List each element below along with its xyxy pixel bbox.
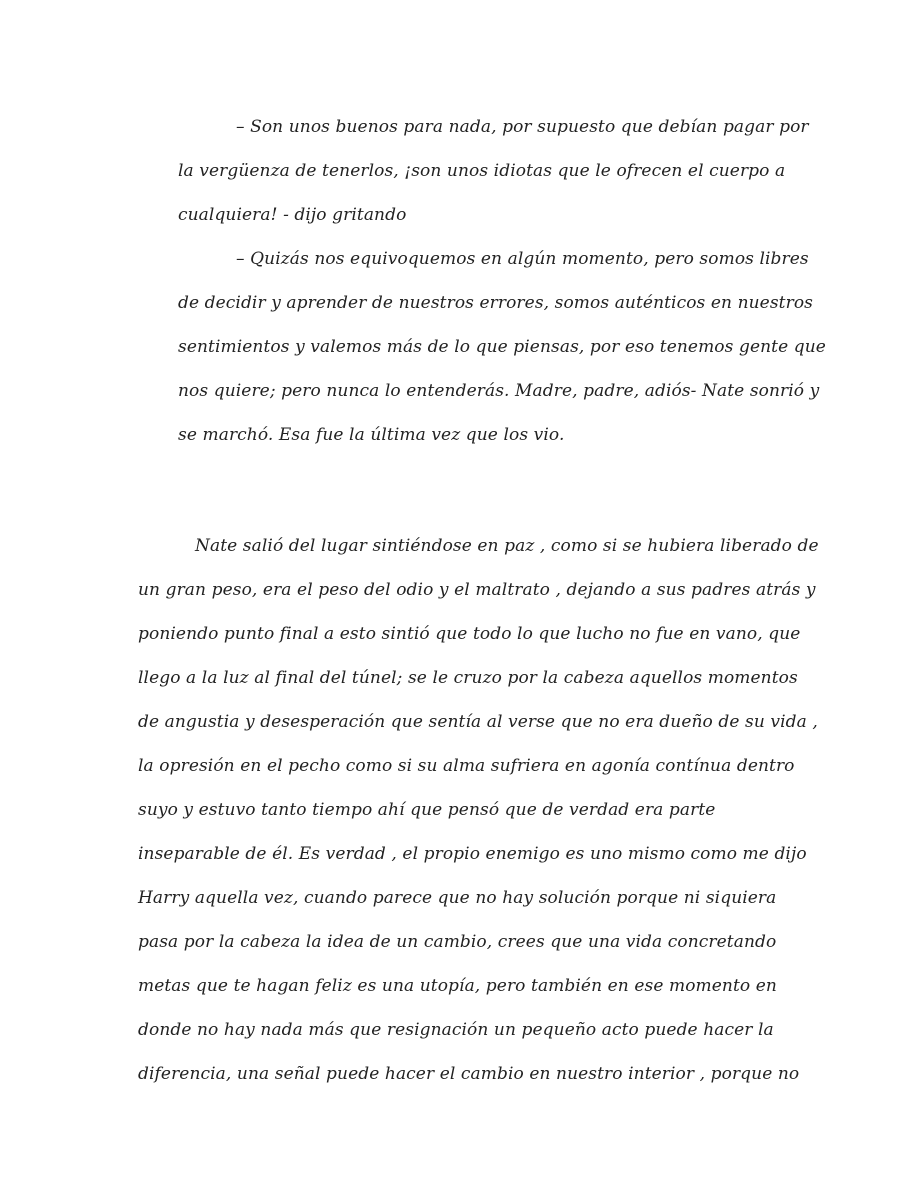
text-line: inseparable de él. Es verdad , el propio enemigo es uno mismo como me dijo <box>138 844 807 864</box>
text-line: se marchó. Esa fue la última vez que los vio. <box>178 425 565 445</box>
text-line: Harry aquella vez, cuando parece que no hay solución porque ni siquiera <box>138 888 777 908</box>
text-line: donde no hay nada más que resignación un pequeño acto puede hacer la <box>138 1020 774 1040</box>
text-line: sentimientos y valemos más de lo que piensas, por eso tenemos gente que <box>178 337 826 357</box>
text-line: poniendo punto final a esto sintió que todo lo que lucho no fue en vano, que <box>138 624 801 644</box>
text-line: Nate salió del lugar sintiéndose en paz , como si se hubiera liberado de <box>195 536 819 556</box>
text-line: suyo y estuvo tanto tiempo ahí que pensó que de verdad era parte <box>138 800 716 820</box>
text-line: llego a la luz al final del túnel; se le cruzo por la cabeza aquellos momentos <box>138 668 798 688</box>
text-line: de decidir y aprender de nuestros errores, somos auténticos en nuestros <box>178 293 813 313</box>
text-line: la vergüenza de tenerlos, ¡son unos idiotas que le ofrecen el cuerpo a <box>178 161 786 181</box>
text-line: – Quizás nos equivoquemos en algún momento, pero somos libres <box>236 249 809 269</box>
text-line: de angustia y desesperación que sentía al verse que no era dueño de su vida , <box>138 712 818 732</box>
text-line: pasa por la cabeza la idea de un cambio, crees que una vida concretando <box>138 932 777 952</box>
text-line: metas que te hagan feliz es una utopía, pero también en ese momento en <box>138 976 777 996</box>
text-line: cualquiera! - dijo gritando <box>178 205 407 225</box>
text-line: la opresión en el pecho como si su alma sufriera en agonía contínua dentro <box>138 756 795 776</box>
text-line: – Son unos buenos para nada, por supuesto que debían pagar por <box>236 117 809 137</box>
text-line: nos quiere; pero nunca lo entenderás. Madre, padre, adiós- Nate sonrió y <box>178 381 820 401</box>
text-line: diferencia, una señal puede hacer el cambio en nuestro interior , porque no <box>138 1064 800 1084</box>
text-line: un gran peso, era el peso del odio y el maltrato , dejando a sus padres atrás y <box>138 580 816 600</box>
